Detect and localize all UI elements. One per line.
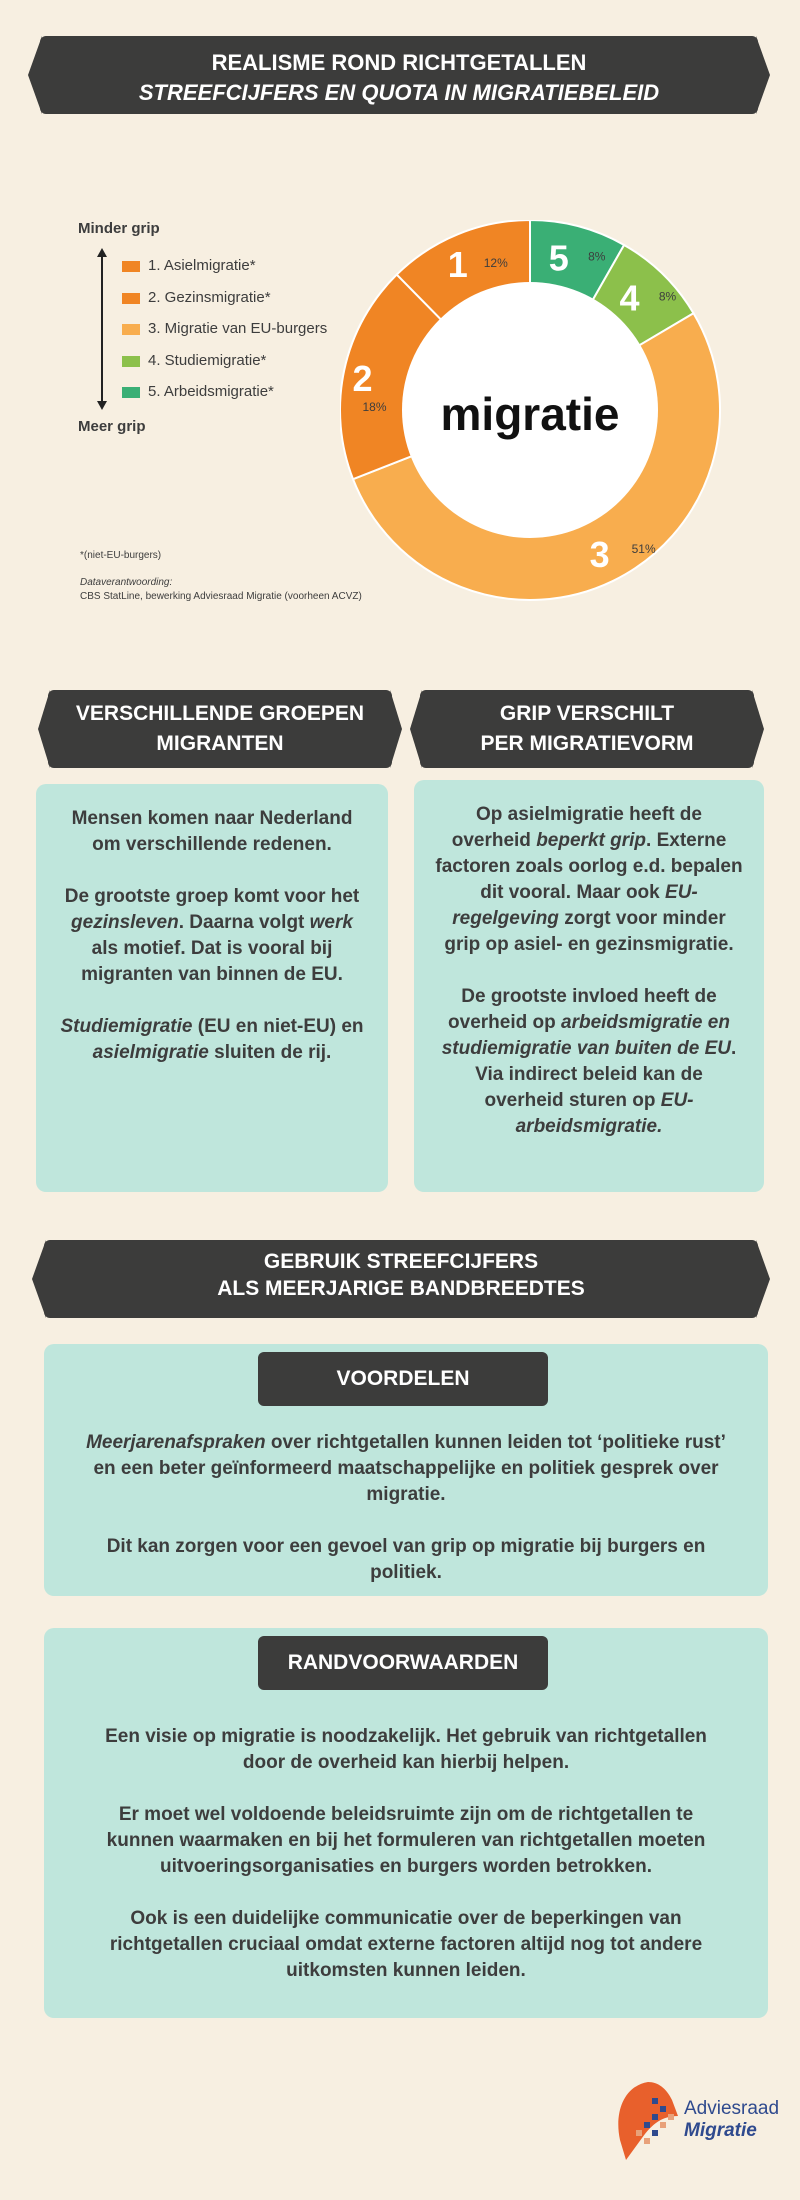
advantages-p1: Meerjarenafspraken over richtgetallen kunnen leiden tot ‘politieke rust’ en een beter geïnformeerd maatschappelijke en politiek gesprek over migratie.: [86, 1432, 726, 1505]
legend-item: 2. Gezinsmigratie*: [122, 288, 271, 308]
bandwidth-banner: [44, 1240, 758, 1318]
source-title: Dataverantwoording:: [80, 577, 173, 588]
logo-text: [684, 2098, 779, 2142]
grip-text-box: [414, 780, 764, 1192]
groups-title-1: VERSCHILLENDE GROEPEN: [75, 702, 365, 725]
grip-arrow-icon: [95, 248, 109, 410]
legend-bottom-label: Meer grip: [78, 418, 146, 435]
groups-p1: Mensen komen naar Nederland om verschillende redenen.: [71, 808, 353, 855]
title-banner: [40, 36, 758, 114]
conditions-p2: Er moet wel voldoende beleidsruimte zijn om de richtgetallen te kunnen waarmaken en bij het formuleren van richtgetallen moeten uitvoeringsorganisaties en burgers worden betrokken.: [106, 1804, 706, 1877]
slice-number-1: 1: [447, 243, 468, 285]
advantages-p2: Dit kan zorgen voor een gevoel van grip op migratie bij burgers en politiek.: [106, 1536, 706, 1583]
legend-swatch: [122, 261, 140, 272]
grip-header: [420, 690, 754, 768]
slice-number-4: 4: [619, 277, 640, 319]
grip-p1: Op asielmigratie heeft de overheid beperkt grip. Externe factoren zoals oorlog e.d. bepalen dit vooral. Maar ook EU-regelgeving zorgt voor minder grip op asiel- en gezinsmigratie.: [435, 804, 743, 955]
legend-swatch: [122, 356, 140, 367]
grip-title-1: GRIP VERSCHILT: [499, 702, 675, 725]
legend-swatch: [122, 387, 140, 398]
grip-title-2: PER MIGRATIEVORM: [480, 732, 694, 755]
footnote-non-eu: *(niet-EU-burgers): [80, 550, 162, 561]
slice-number-2: 2: [352, 357, 373, 399]
legend-swatch: [122, 293, 140, 304]
migration-donut-chart: [340, 220, 730, 610]
adviesraad-logo-icon: [612, 2078, 684, 2162]
conditions-title: RANDVOORWAARDEN: [258, 1636, 548, 1690]
slice-percent-label: 8%: [588, 249, 606, 264]
source-text: CBS StatLine, bewerking Adviesraad Migratie (voorheen ACVZ): [80, 591, 362, 602]
slice-percent-label: 51%: [631, 541, 656, 556]
legend-item: 5. Arbeidsmigratie*: [122, 382, 274, 402]
legend-item: 1. Asielmigratie*: [122, 256, 256, 276]
legend-top-label: Minder grip: [78, 220, 160, 237]
logo-line-1: Adviesraad: [684, 2098, 780, 2119]
groups-p2: De grootste groep komt voor het gezinsleven. Daarna volgt werk als motief. Dat is vooral bij migranten van binnen de EU.: [64, 886, 360, 985]
bandwidth-title-2: ALS MEERJARIGE BANDBREEDTES: [217, 1277, 585, 1300]
groups-title-2: MIGRANTEN: [156, 732, 284, 755]
slice-percent-label: 12%: [483, 255, 508, 270]
banner-right-notch: [756, 36, 770, 114]
chart-center-label: migratie: [440, 388, 620, 440]
bandwidth-title-1: GEBRUIK STREEFCIJFERS: [263, 1250, 539, 1273]
conditions-p1: Een visie op migratie is noodzakelijk. Het gebruik van richtgetallen door de overheid kan hierbij helpen.: [105, 1726, 707, 1773]
slice-number-3: 3: [589, 533, 610, 575]
groups-header: [48, 690, 392, 768]
conditions-p3: Ook is een duidelijke communicatie over de beperkingen van richtgetallen cruciaal omdat externe factoren altijd nog tot andere uitkomsten kunnen leiden.: [109, 1908, 703, 1981]
advantages-title: VOORDELEN: [258, 1352, 548, 1406]
grip-p2: De grootste invloed heeft de overheid op arbeidsmigratie en studiemigratie van buiten de EU. Via indirect beleid kan de overheid sturen op EU-arbeidsmigratie.: [441, 986, 737, 1137]
legend-item: 4. Studiemigratie*: [122, 351, 266, 371]
groups-p3: Studiemigratie (EU en niet-EU) en asielmigratie sluiten de rij.: [60, 1016, 364, 1063]
logo-line-2: Migratie: [684, 2120, 757, 2141]
slice-number-5: 5: [548, 237, 569, 279]
banner-left-notch: [28, 36, 42, 114]
title-line-2: STREEFCIJFERS EN QUOTA IN MIGRATIEBELEID: [138, 80, 660, 105]
slice-percent-label: 8%: [658, 289, 677, 304]
legend-swatch: [122, 324, 140, 335]
slice-percent-label: 18%: [362, 399, 387, 414]
legend-item: 3. Migratie van EU-burgers: [122, 319, 327, 339]
groups-text-box: [36, 784, 388, 1192]
title-line-1: REALISME ROND RICHTGETALLEN: [211, 50, 587, 75]
